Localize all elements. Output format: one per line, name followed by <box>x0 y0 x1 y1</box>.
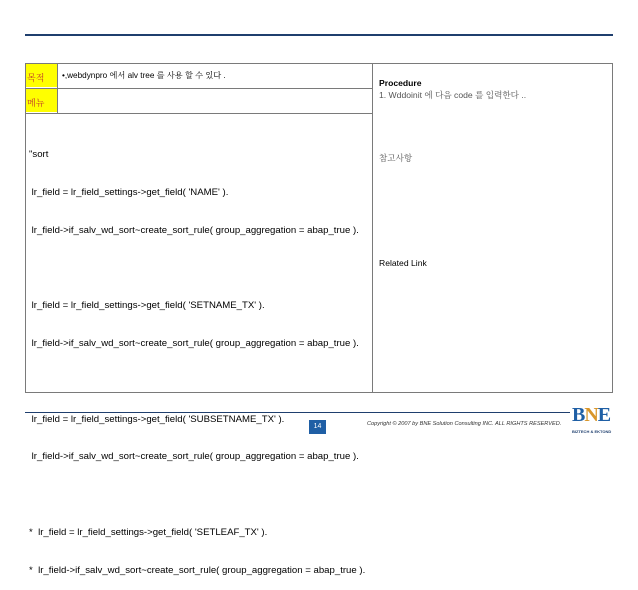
code-line <box>29 263 365 276</box>
menu-label: 메뉴 <box>27 98 45 108</box>
reference-title: 참고사항 <box>379 153 413 163</box>
code-line: lr_field->if_salv_wd_sort~create_sort_rule( group_aggregation = abap_true ). <box>29 451 359 463</box>
menu-row-line <box>25 113 373 114</box>
goal-row-line <box>25 88 373 89</box>
logo-letter-n: N <box>584 404 598 426</box>
code-line <box>29 489 365 502</box>
code-line: lr_field = lr_field_settings->get_field( 'SUBSETNAME_TX' ). <box>29 413 285 425</box>
procedure-title: Procedure <box>379 78 422 88</box>
related-link-title: Related Link <box>379 258 427 268</box>
code-line: lr_field->if_salv_wd_sort~create_sort_rule( group_aggregation = abap_true ). <box>29 224 359 236</box>
logo-subtitle: BIZTECH & EKTOND <box>572 429 612 434</box>
code-block <box>29 124 365 590</box>
logo-wordmark <box>572 404 610 427</box>
page-number: 14 <box>309 420 326 434</box>
code-line: "sort <box>29 149 49 161</box>
code-line: lr_field = lr_field_settings->get_field( 'SETNAME_TX' ). <box>29 300 265 312</box>
goal-separator <box>57 63 58 88</box>
goal-text: •,webdynpro 에서 alv tree 를 사용 할 수 있다 . <box>62 71 226 80</box>
goal-label: 목적 <box>27 73 45 83</box>
code-line: * lr_field = lr_field_settings->get_field( 'SETLEAF_TX' ). <box>29 527 268 538</box>
bne-logo <box>572 404 618 438</box>
procedure-text: 1. Wddoinit 에 다음 code 를 입력한다 .. <box>379 90 527 100</box>
bottom-rule <box>25 412 570 413</box>
code-line: * lr_field->if_salv_wd_sort~create_sort_rule( group_aggregation = abap_true ). <box>29 564 366 576</box>
logo-letter-e: E <box>597 404 611 426</box>
top-rule <box>25 34 613 36</box>
code-line: lr_field->if_salv_wd_sort~create_sort_rule( group_aggregation = abap_true ). <box>29 338 359 350</box>
code-line <box>29 376 365 389</box>
code-line: lr_field = lr_field_settings->get_field( 'NAME' ). <box>29 186 229 198</box>
menu-separator <box>57 88 58 113</box>
logo-letter-b: B <box>572 404 585 426</box>
copyright-text: Copyright © 2007 by BNE Solution Consulting INC. ALL RIGHTS RESERVED. <box>367 421 562 427</box>
